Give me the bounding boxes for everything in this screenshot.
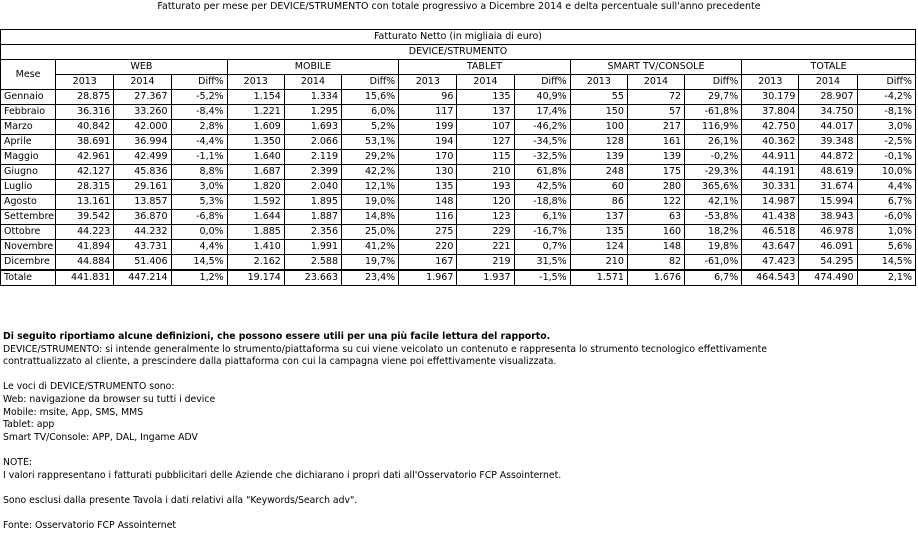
value-cell: 23.663 <box>284 270 341 286</box>
month-cell: Marzo <box>1 120 56 135</box>
value-cell: 19,8% <box>685 240 742 255</box>
month-cell: Gennaio <box>1 90 56 105</box>
group-header-mobile: MOBILE <box>227 60 399 75</box>
value-cell: 0,7% <box>514 240 570 255</box>
value-cell: 3,0% <box>171 180 227 195</box>
value-cell: 441.831 <box>56 270 114 286</box>
value-cell: -1,1% <box>171 150 227 165</box>
subheader-cell: 2014 <box>114 75 171 90</box>
value-cell: 42.961 <box>56 150 114 165</box>
month-cell: Novembre <box>1 240 56 255</box>
value-cell: 135 <box>457 90 514 105</box>
month-cell: Agosto <box>1 195 56 210</box>
value-cell: 28.875 <box>56 90 114 105</box>
value-cell: 139 <box>627 150 684 165</box>
value-cell: 40.362 <box>742 135 799 150</box>
value-cell: -6,8% <box>171 210 227 225</box>
value-cell: 15.994 <box>799 195 857 210</box>
value-cell: -1,5% <box>514 270 570 286</box>
value-cell: 115 <box>457 150 514 165</box>
value-cell: 44.884 <box>56 255 114 271</box>
value-cell: 61,8% <box>514 165 570 180</box>
value-cell: 31,5% <box>514 255 570 271</box>
notes-section <box>3 331 903 533</box>
value-cell: 44.191 <box>742 165 799 180</box>
value-cell: 2.356 <box>284 225 341 240</box>
value-cell: 137 <box>457 105 514 120</box>
value-cell: 1.609 <box>227 120 284 135</box>
value-cell: 1.693 <box>284 120 341 135</box>
value-cell: 1.154 <box>227 90 284 105</box>
value-cell: 34.750 <box>799 105 857 120</box>
table-row <box>1 105 916 120</box>
month-cell: Febbraio <box>1 105 56 120</box>
value-cell: 122 <box>627 195 684 210</box>
value-cell: 96 <box>399 90 457 105</box>
value-cell: 42.000 <box>114 120 171 135</box>
value-cell: 23,4% <box>342 270 399 286</box>
value-cell: 160 <box>627 225 684 240</box>
value-cell: -6,0% <box>857 210 915 225</box>
excluded-note: Sono esclusi dalla presente Tavola i dati relativi alla "Keywords/Search adv". <box>3 494 358 506</box>
value-cell: 39.542 <box>56 210 114 225</box>
value-cell: 139 <box>570 150 627 165</box>
value-cell: 6,1% <box>514 210 570 225</box>
value-cell: 30.331 <box>742 180 799 195</box>
value-cell: -2,5% <box>857 135 915 150</box>
value-cell: 41,2% <box>342 240 399 255</box>
table-row <box>1 210 916 225</box>
value-cell: 42.499 <box>114 150 171 165</box>
definition-line-1: DEVICE/STRUMENTO: si intende generalmente lo strumento/piattaforma su cui viene veicolato un contenuto e rappresenta lo strumento tecnologico effettivamente <box>3 343 767 355</box>
value-cell: 82 <box>627 255 684 271</box>
value-cell: 1.991 <box>284 240 341 255</box>
subheader-cell: Diff% <box>342 75 399 90</box>
value-cell: 10,0% <box>857 165 915 180</box>
group-header-web: WEB <box>56 60 228 75</box>
value-cell: 217 <box>627 120 684 135</box>
value-cell: 1.295 <box>284 105 341 120</box>
value-cell: 38.943 <box>799 210 857 225</box>
value-cell: 2.588 <box>284 255 341 271</box>
total-row <box>1 270 916 286</box>
category-header-row <box>1 60 916 75</box>
value-cell: 51.406 <box>114 255 171 271</box>
group-header-totale: TOTALE <box>742 60 916 75</box>
value-cell: 100 <box>570 120 627 135</box>
value-cell: 63 <box>627 210 684 225</box>
value-cell: 57 <box>627 105 684 120</box>
value-cell: 193 <box>457 180 514 195</box>
value-cell: 41.894 <box>56 240 114 255</box>
value-cell: -4,2% <box>857 90 915 105</box>
value-cell: 2,8% <box>171 120 227 135</box>
value-cell: 17,4% <box>514 105 570 120</box>
value-cell: -8,1% <box>857 105 915 120</box>
value-cell: 14,5% <box>857 255 915 271</box>
value-cell: 13.161 <box>56 195 114 210</box>
value-cell: 29.161 <box>114 180 171 195</box>
value-cell: 210 <box>570 255 627 271</box>
value-cell: -53,8% <box>685 210 742 225</box>
value-cell: 447.214 <box>114 270 171 286</box>
value-cell: 2.066 <box>284 135 341 150</box>
table-row <box>1 120 916 135</box>
value-cell: 28.315 <box>56 180 114 195</box>
value-cell: 220 <box>399 240 457 255</box>
value-cell: 40.842 <box>56 120 114 135</box>
subheader-cell: Diff% <box>857 75 915 90</box>
value-cell: 12,1% <box>342 180 399 195</box>
value-cell: 135 <box>399 180 457 195</box>
voice-item: Smart TV/Console: APP, DAL, Ingame ADV <box>3 431 198 443</box>
value-cell: 72 <box>627 90 684 105</box>
month-cell: Ottobre <box>1 225 56 240</box>
value-cell: -0,2% <box>685 150 742 165</box>
value-cell: 28.907 <box>799 90 857 105</box>
value-cell: 1.640 <box>227 150 284 165</box>
value-cell: -61,8% <box>685 105 742 120</box>
value-cell: 53,1% <box>342 135 399 150</box>
value-cell: 4,4% <box>171 240 227 255</box>
value-cell: 46.091 <box>799 240 857 255</box>
value-cell: 161 <box>627 135 684 150</box>
value-cell: 1,0% <box>857 225 915 240</box>
caption-row <box>1 30 916 45</box>
value-cell: 47.423 <box>742 255 799 271</box>
subheader-cell: 2013 <box>56 75 114 90</box>
value-cell: 44.872 <box>799 150 857 165</box>
value-cell: 46.518 <box>742 225 799 240</box>
value-cell: 1.644 <box>227 210 284 225</box>
value-cell: 210 <box>457 165 514 180</box>
value-cell: 13.857 <box>114 195 171 210</box>
value-cell: 128 <box>570 135 627 150</box>
value-cell: 1.571 <box>570 270 627 286</box>
value-cell: 40,9% <box>514 90 570 105</box>
month-cell: Dicembre <box>1 255 56 271</box>
value-cell: 135 <box>570 225 627 240</box>
value-cell: 1.676 <box>627 270 684 286</box>
value-cell: 43.731 <box>114 240 171 255</box>
table-row <box>1 150 916 165</box>
group-header-smarttv: SMART TV/CONSOLE <box>570 60 742 75</box>
value-cell: 15,6% <box>342 90 399 105</box>
value-cell: 116 <box>399 210 457 225</box>
value-cell: 43.647 <box>742 240 799 255</box>
value-cell: 48.619 <box>799 165 857 180</box>
value-cell: 275 <box>399 225 457 240</box>
value-cell: 248 <box>570 165 627 180</box>
value-cell: 2.040 <box>284 180 341 195</box>
value-cell: -0,1% <box>857 150 915 165</box>
group-header-tablet: TABLET <box>399 60 571 75</box>
value-cell: 36.994 <box>114 135 171 150</box>
subheader-cell: 2014 <box>284 75 341 90</box>
value-cell: 1.410 <box>227 240 284 255</box>
value-cell: 36.870 <box>114 210 171 225</box>
value-cell: 6,0% <box>342 105 399 120</box>
value-cell: 42,1% <box>685 195 742 210</box>
value-cell: 42,5% <box>514 180 570 195</box>
value-cell: 14,5% <box>171 255 227 271</box>
value-cell: 117 <box>399 105 457 120</box>
value-cell: 44.223 <box>56 225 114 240</box>
subheader-cell: 2014 <box>627 75 684 90</box>
value-cell: -4,4% <box>171 135 227 150</box>
value-cell: 1.334 <box>284 90 341 105</box>
value-cell: 4,4% <box>857 180 915 195</box>
subheader-cell: 2014 <box>799 75 857 90</box>
value-cell: 86 <box>570 195 627 210</box>
value-cell: 25,0% <box>342 225 399 240</box>
value-cell: 137 <box>570 210 627 225</box>
subheader-cell: Diff% <box>685 75 742 90</box>
value-cell: 1,2% <box>171 270 227 286</box>
value-cell: 221 <box>457 240 514 255</box>
value-cell: 170 <box>399 150 457 165</box>
table-row <box>1 135 916 150</box>
value-cell: 148 <box>399 195 457 210</box>
value-cell: 1.887 <box>284 210 341 225</box>
subheader-cell: 2013 <box>399 75 457 90</box>
value-cell: 31.674 <box>799 180 857 195</box>
voice-item: Mobile: msite, App, SMS, MMS <box>3 406 144 418</box>
value-cell: 14,8% <box>342 210 399 225</box>
value-cell: 29,2% <box>342 150 399 165</box>
value-cell: 30.179 <box>742 90 799 105</box>
value-cell: -61,0% <box>685 255 742 271</box>
value-cell: 130 <box>399 165 457 180</box>
definition-line-2: contrattualizzato al cliente, a prescindere dalla piattaforma con cui la campagna viene poi effettivamente visualizzata. <box>3 356 557 368</box>
value-cell: 120 <box>457 195 514 210</box>
value-cell: 150 <box>570 105 627 120</box>
value-cell: 42.750 <box>742 120 799 135</box>
value-cell: 42,2% <box>342 165 399 180</box>
revenue-table <box>0 29 916 286</box>
subheader-cell: 2014 <box>457 75 514 90</box>
value-cell: 39.348 <box>799 135 857 150</box>
subheader-cell: 2013 <box>570 75 627 90</box>
page-title: Fatturato per mese per DEVICE/STRUMENTO con totale progressivo a Dicembre 2014 e delta percentuale sull'anno precedente <box>157 1 761 12</box>
value-cell: 8,8% <box>171 165 227 180</box>
subheader-cell: Diff% <box>514 75 570 90</box>
value-cell: 18,2% <box>685 225 742 240</box>
month-cell: Totale <box>1 270 56 286</box>
table-row <box>1 225 916 240</box>
value-cell: 29,7% <box>685 90 742 105</box>
table-row <box>1 240 916 255</box>
value-cell: 1.967 <box>399 270 457 286</box>
note-title: NOTE: <box>3 456 32 468</box>
value-cell: 2,1% <box>857 270 915 286</box>
value-cell: 1.885 <box>227 225 284 240</box>
value-cell: 60 <box>570 180 627 195</box>
month-cell: Settembre <box>1 210 56 225</box>
value-cell: 19,0% <box>342 195 399 210</box>
value-cell: 1.221 <box>227 105 284 120</box>
value-cell: 229 <box>457 225 514 240</box>
value-cell: 42.127 <box>56 165 114 180</box>
value-cell: 27.367 <box>114 90 171 105</box>
value-cell: 0,0% <box>171 225 227 240</box>
value-cell: 1.937 <box>457 270 514 286</box>
value-cell: 107 <box>457 120 514 135</box>
value-cell: 219 <box>457 255 514 271</box>
value-cell: 365,6% <box>685 180 742 195</box>
note-line: I valori rappresentano i fatturati pubblicitari delle Aziende che dichiarano i propri dati all'Osservatorio FCP Assointernet. <box>3 469 562 481</box>
value-cell: 6,7% <box>857 195 915 210</box>
month-cell: Luglio <box>1 180 56 195</box>
value-cell: 124 <box>570 240 627 255</box>
table-row <box>1 255 916 271</box>
value-cell: 33.260 <box>114 105 171 120</box>
device-header: DEVICE/STRUMENTO <box>1 45 916 60</box>
value-cell: -29,3% <box>685 165 742 180</box>
value-cell: -16,7% <box>514 225 570 240</box>
value-cell: -8,4% <box>171 105 227 120</box>
month-cell: Giugno <box>1 165 56 180</box>
subheader-cell: 2013 <box>742 75 799 90</box>
source-line: Fonte: Osservatorio FCP Assointernet <box>3 519 177 531</box>
value-cell: -18,8% <box>514 195 570 210</box>
value-cell: 26,1% <box>685 135 742 150</box>
value-cell: 46.978 <box>799 225 857 240</box>
table-row <box>1 195 916 210</box>
value-cell: 38.691 <box>56 135 114 150</box>
value-cell: 5,3% <box>171 195 227 210</box>
value-cell: 464.543 <box>742 270 799 286</box>
value-cell: 44.911 <box>742 150 799 165</box>
value-cell: 44.232 <box>114 225 171 240</box>
value-cell: 199 <box>399 120 457 135</box>
value-cell: 55 <box>570 90 627 105</box>
value-cell: 167 <box>399 255 457 271</box>
table-row <box>1 180 916 195</box>
value-cell: 44.017 <box>799 120 857 135</box>
value-cell: 14.987 <box>742 195 799 210</box>
value-cell: 36.316 <box>56 105 114 120</box>
table-caption: Fatturato Netto (in migliaia di euro) <box>1 30 916 45</box>
value-cell: 148 <box>627 240 684 255</box>
value-cell: 3,0% <box>857 120 915 135</box>
value-cell: 1.820 <box>227 180 284 195</box>
value-cell: 1.592 <box>227 195 284 210</box>
value-cell: -46,2% <box>514 120 570 135</box>
subheader-cell: Diff% <box>171 75 227 90</box>
value-cell: 19,7% <box>342 255 399 271</box>
subheader-cell: 2013 <box>227 75 284 90</box>
value-cell: 175 <box>627 165 684 180</box>
value-cell: 1.687 <box>227 165 284 180</box>
value-cell: 1.895 <box>284 195 341 210</box>
voice-item: Tablet: app <box>3 419 55 431</box>
value-cell: 2.162 <box>227 255 284 271</box>
value-cell: 45.836 <box>114 165 171 180</box>
month-cell: Maggio <box>1 150 56 165</box>
value-cell: 194 <box>399 135 457 150</box>
month-cell: Aprile <box>1 135 56 150</box>
notes-intro: Di seguito riportiamo alcune definizioni, che possono essere utili per una più facile lettura del rapporto. <box>3 331 551 342</box>
value-cell: 6,7% <box>685 270 742 286</box>
table-row <box>1 165 916 180</box>
table-row <box>1 90 916 105</box>
value-cell: 41.438 <box>742 210 799 225</box>
voice-item: Web: navigazione da browser su tutti i device <box>3 393 216 405</box>
value-cell: 5,2% <box>342 120 399 135</box>
value-cell: 123 <box>457 210 514 225</box>
value-cell: 2.399 <box>284 165 341 180</box>
value-cell: -5,2% <box>171 90 227 105</box>
value-cell: 280 <box>627 180 684 195</box>
value-cell: 127 <box>457 135 514 150</box>
value-cell: 1.350 <box>227 135 284 150</box>
value-cell: 19.174 <box>227 270 284 286</box>
month-header: Mese <box>1 60 56 90</box>
value-cell: 116,9% <box>685 120 742 135</box>
value-cell: 474.490 <box>799 270 857 286</box>
value-cell: 5,6% <box>857 240 915 255</box>
group-header-row <box>1 45 916 60</box>
subheader-row <box>1 75 916 90</box>
value-cell: 2.119 <box>284 150 341 165</box>
value-cell: 54.295 <box>799 255 857 271</box>
value-cell: -32,5% <box>514 150 570 165</box>
value-cell: 37.804 <box>742 105 799 120</box>
value-cell: -34,5% <box>514 135 570 150</box>
voices-title: Le voci di DEVICE/STRUMENTO sono: <box>3 381 175 393</box>
